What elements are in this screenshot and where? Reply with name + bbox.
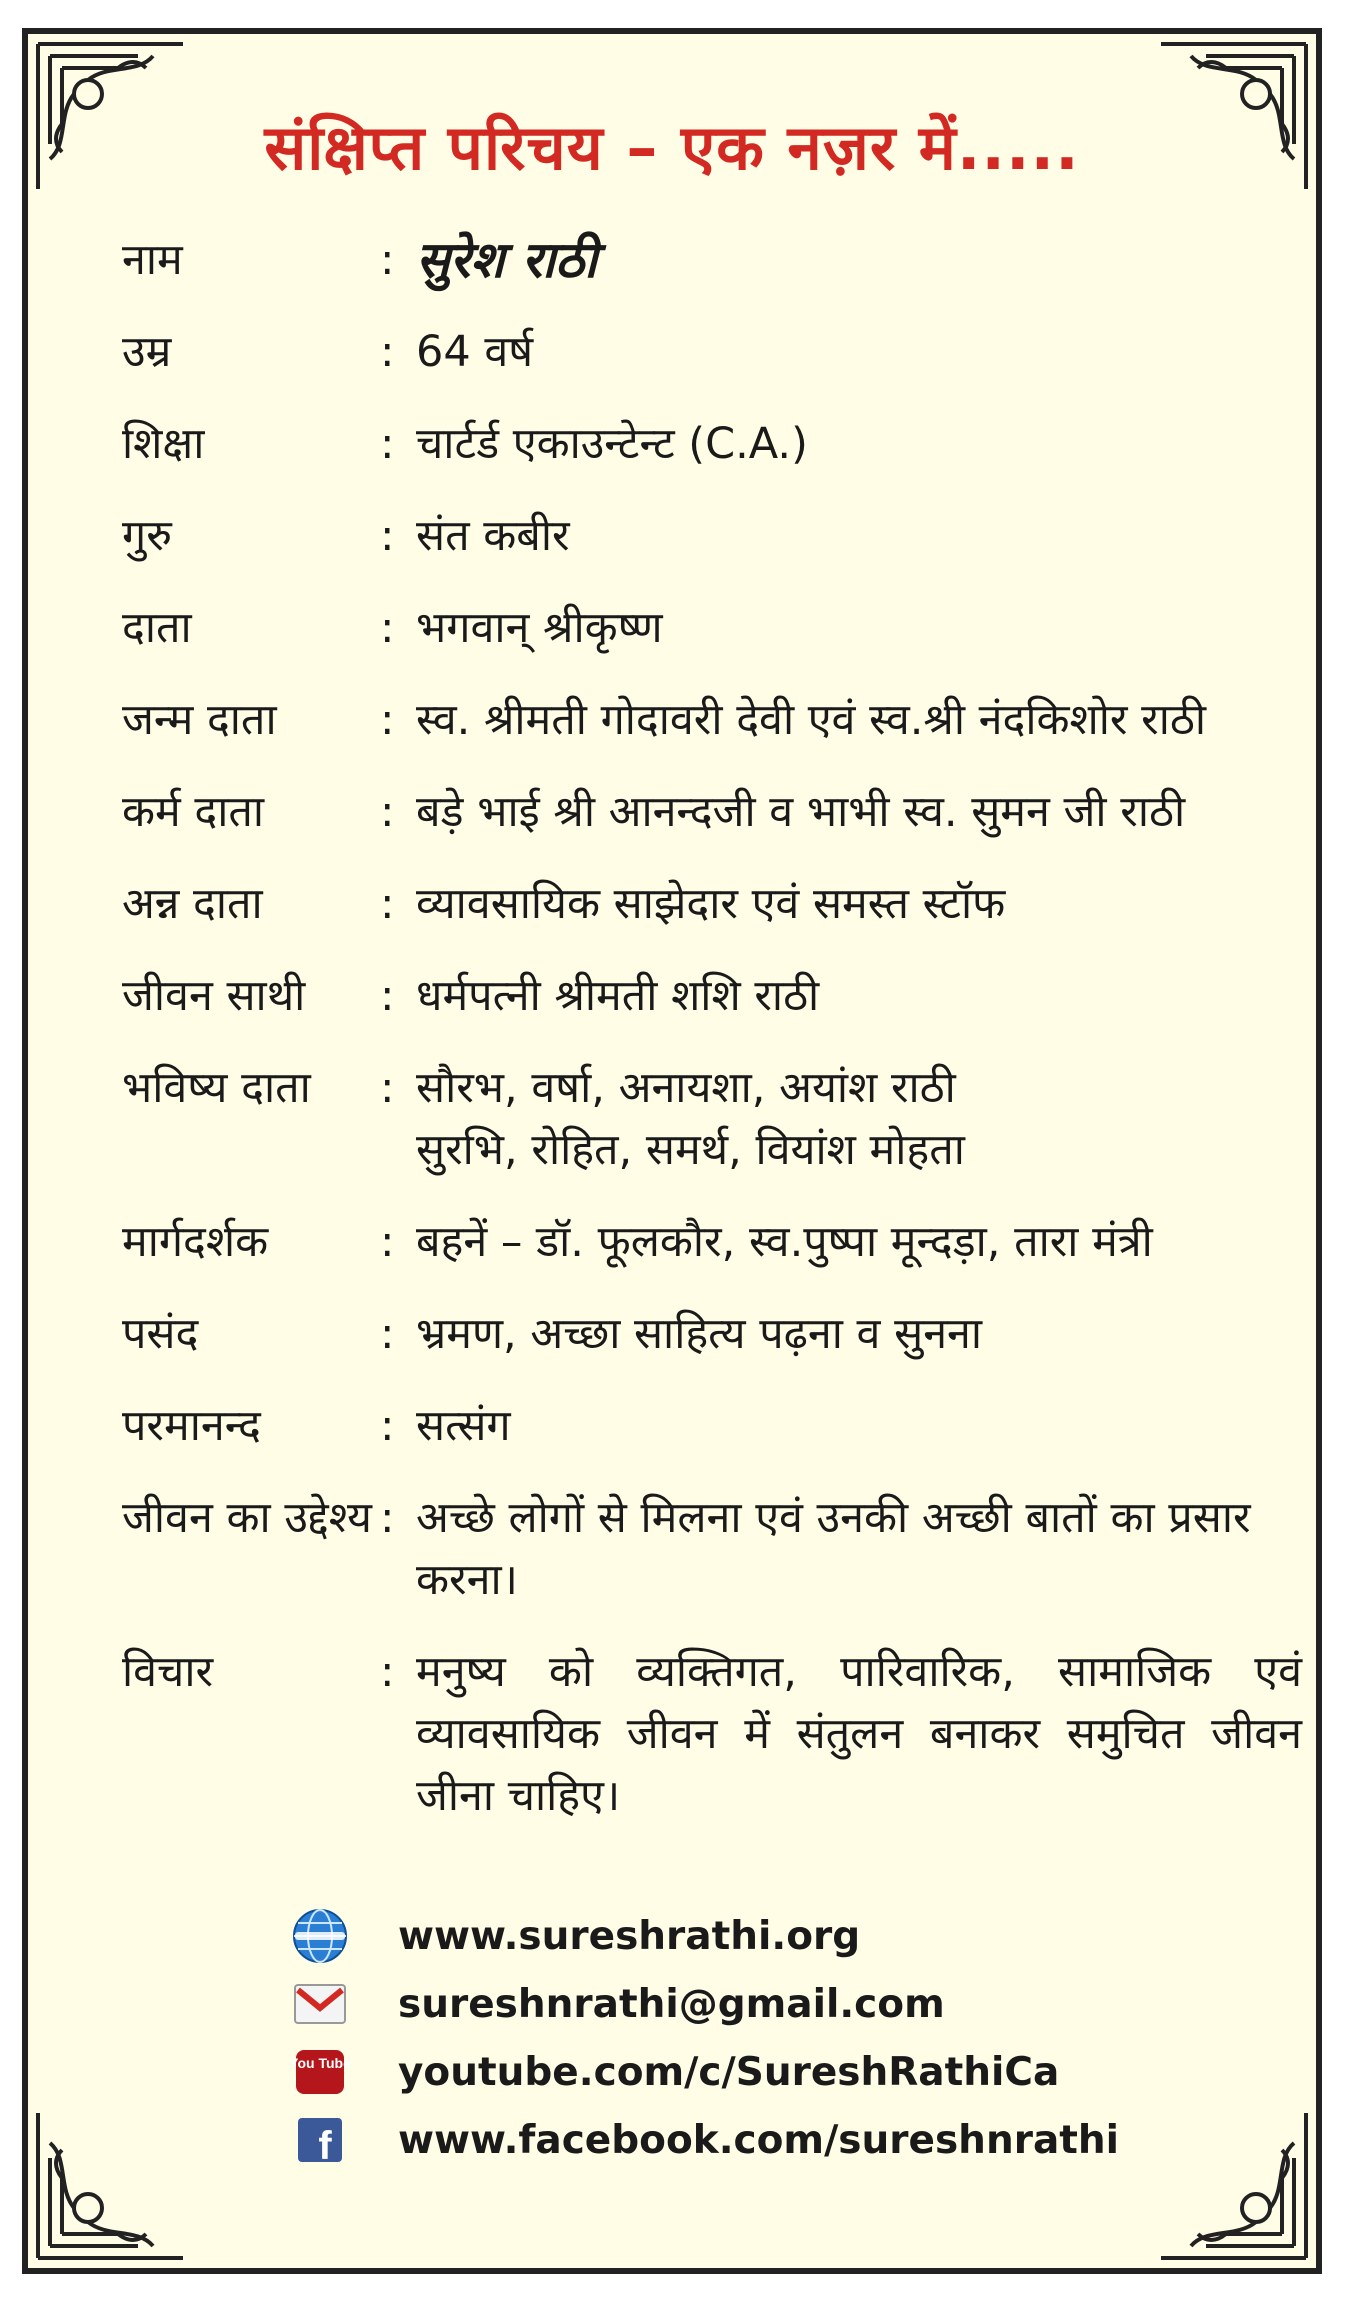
detail-row-name bbox=[122, 229, 1302, 291]
profile-card bbox=[22, 28, 1322, 2274]
detail-label: गुरु bbox=[122, 511, 172, 561]
contact-facebook[interactable] bbox=[290, 2106, 1190, 2174]
gmail-icon bbox=[290, 1974, 350, 2034]
detail-row-likes bbox=[122, 1303, 1302, 1365]
detail-value: सत्संग bbox=[416, 1401, 511, 1451]
detail-label: मार्गदर्शक bbox=[122, 1217, 269, 1267]
contact-email[interactable] bbox=[290, 1970, 1190, 2038]
colon-separator: : bbox=[380, 419, 395, 469]
detail-value: 64 वर्ष bbox=[416, 327, 534, 377]
detail-value: स्व. श्रीमती गोदावरी देवी एवं स्व.श्री नंदकिशोर राठी bbox=[416, 695, 1206, 745]
colon-separator: : bbox=[380, 511, 395, 561]
detail-value: सुरेश राठी bbox=[416, 231, 598, 289]
colon-separator: : bbox=[380, 1309, 395, 1359]
detail-label: नाम bbox=[122, 235, 183, 285]
colon-separator: : bbox=[380, 603, 395, 653]
detail-value: भगवान् श्रीकृष्ण bbox=[416, 603, 663, 653]
contact-text: sureshnrathi@gmail.com bbox=[398, 1981, 945, 2027]
detail-label: जीवन का उद्देश्य bbox=[122, 1493, 372, 1543]
ornament-corner-bottom-left bbox=[28, 2088, 208, 2268]
detail-row-age bbox=[122, 321, 1302, 383]
detail-label: शिक्षा bbox=[122, 419, 205, 469]
detail-value bbox=[416, 1057, 1302, 1181]
youtube-icon bbox=[290, 2042, 350, 2102]
colon-separator: : bbox=[380, 1063, 395, 1113]
colon-separator: : bbox=[380, 787, 395, 837]
detail-row-parents bbox=[122, 689, 1302, 751]
detail-value: धर्मपत्नी श्रीमती शशि राठी bbox=[416, 971, 820, 1021]
detail-label: पसंद bbox=[122, 1309, 199, 1359]
detail-value: बहनें – डॉ. फूलकौर, स्व.पुष्पा मून्दड़ा, तारा मंत्री bbox=[416, 1217, 1153, 1267]
detail-label: उम्र bbox=[122, 327, 172, 377]
colon-separator: : bbox=[380, 879, 395, 929]
detail-label: दाता bbox=[122, 603, 192, 653]
detail-row-education bbox=[122, 413, 1302, 475]
colon-separator: : bbox=[380, 1401, 395, 1451]
detail-label: अन्न दाता bbox=[122, 879, 263, 929]
detail-row-bliss bbox=[122, 1395, 1302, 1457]
detail-label: जीवन साथी bbox=[122, 971, 306, 1021]
detail-label: विचार bbox=[122, 1647, 214, 1697]
detail-label: जन्म दाता bbox=[122, 695, 277, 745]
globe-icon bbox=[290, 1906, 350, 1966]
detail-row-daata bbox=[122, 597, 1302, 659]
contact-list bbox=[290, 1902, 1190, 2174]
contact-youtube[interactable] bbox=[290, 2038, 1190, 2106]
page-title: संक्षिप्त परिचय – एक नज़र में..... bbox=[264, 111, 1080, 184]
detail-row-karm-daata bbox=[122, 781, 1302, 843]
detail-value: बड़े भाई श्री आनन्दजी व भाभी स्व. सुमन जी राठी bbox=[416, 787, 1186, 837]
detail-row-future bbox=[122, 1057, 1302, 1181]
youtube-icon-text: You Tube bbox=[289, 2055, 351, 2071]
detail-row-ann-daata bbox=[122, 873, 1302, 935]
colon-separator: : bbox=[380, 971, 395, 1021]
detail-row-guru bbox=[122, 505, 1302, 567]
profile-details bbox=[122, 229, 1302, 1821]
colon-separator: : bbox=[380, 1493, 395, 1543]
contact-website[interactable] bbox=[290, 1902, 1190, 1970]
colon-separator: : bbox=[380, 1647, 395, 1697]
colon-separator: : bbox=[380, 235, 395, 285]
detail-value: अच्छे लोगों से मिलना एवं उनकी अच्छी बातों का प्रसार करना। bbox=[416, 1493, 1251, 1605]
colon-separator: : bbox=[380, 327, 395, 377]
detail-row-guide bbox=[122, 1211, 1302, 1273]
detail-value: व्यावसायिक साझेदार एवं समस्त स्टॉफ bbox=[416, 879, 1006, 929]
detail-value: मनुष्य को व्यक्तिगत, पारिवारिक, सामाजिक एवं व्यावसायिक जीवन में संतुलन बनाकर समुचित जीवन जीना चाहिए। bbox=[416, 1647, 1302, 1821]
detail-label: भविष्य दाता bbox=[122, 1063, 311, 1113]
colon-separator: : bbox=[380, 1217, 395, 1267]
contact-text: youtube.com/c/SureshRathiCa bbox=[398, 2049, 1060, 2095]
detail-value: भ्रमण, अच्छा साहित्य पढ़ना व सुनना bbox=[416, 1309, 983, 1359]
detail-row-spouse bbox=[122, 965, 1302, 1027]
detail-value-line: सौरभ, वर्षा, अनायशा, अयांश राठी bbox=[416, 1063, 956, 1113]
detail-value-line: सुरभि, रोहित, समर्थ, वियांश मोहता bbox=[416, 1125, 965, 1175]
detail-label: परमानन्द bbox=[122, 1401, 261, 1451]
facebook-icon-text: f bbox=[318, 2124, 332, 2168]
detail-value: चार्टर्ड एकाउन्टेन्ट (C.A.) bbox=[416, 419, 808, 469]
detail-value: संत कबीर bbox=[416, 511, 570, 561]
contact-text: www.sureshrathi.org bbox=[398, 1913, 861, 1959]
facebook-icon bbox=[290, 2110, 350, 2170]
colon-separator: : bbox=[380, 695, 395, 745]
detail-label: कर्म दाता bbox=[122, 787, 265, 837]
contact-text: www.facebook.com/sureshnrathi bbox=[398, 2117, 1120, 2163]
detail-row-purpose bbox=[122, 1487, 1302, 1611]
detail-row-thoughts bbox=[122, 1641, 1302, 1827]
